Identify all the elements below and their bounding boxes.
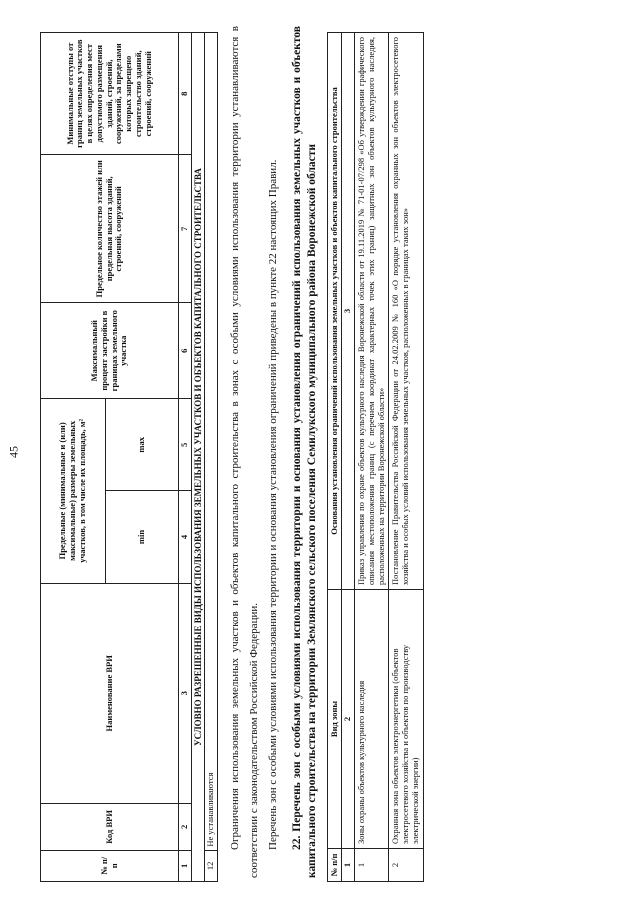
col-number: 2 xyxy=(179,804,192,851)
section-22-heading: 22. Перечень зон с особыми условиями использования территории и основания установления ограничений использования земельных участков и объектов капитального строительства на территории Землянского сельского поселения Семилукского муниципального района Воронежской области xyxy=(290,26,319,878)
col-header-num: № п/п xyxy=(41,850,179,881)
col-header-basis: Основания установления ограничений использования земельных участков и объектов капитального строительства xyxy=(327,33,342,590)
table-row xyxy=(389,33,423,882)
col-number: 3 xyxy=(179,583,192,804)
col-number: 8 xyxy=(179,33,192,155)
col-header-setbacks: Минимальные отступы от границ земельных участков в целях определения мест допустимого размещения зданий, строений, сооружений, за пределами которых запрещено строительство зданий, строений, сооружений xyxy=(41,33,179,155)
col-header-percent: Максимальный процент застройки в границах земельного участка xyxy=(41,303,179,399)
row-number: 12 xyxy=(205,850,218,881)
col-number: 1 xyxy=(179,850,192,881)
table-row xyxy=(355,33,389,882)
col-number: 6 xyxy=(179,303,192,399)
row-text: Не устанавливаются xyxy=(205,33,218,851)
col-header-max: max xyxy=(106,399,179,491)
col-number: 4 xyxy=(179,491,192,583)
col-header-sizes: Предельные (минимальные и (или) максимальные) размеры земельных участков, в том числе их площадь, м² xyxy=(41,399,106,583)
column-numbers-row xyxy=(179,33,192,882)
zone-basis: Постановление Правительства Российской Федерации от 24.02.2009 № 160 «О порядке установления охранных зон объектов электросетевого хозяйства и особых условий использования земельных участков, расположенных в границах таких зон» xyxy=(389,33,423,590)
restrictions-paragraph: Ограничения использования земельных участков и объектов капитального строительства в зонах с особыми условиями использования территории устанавливаются в соответствии с законодательством Российской Федерации. xyxy=(228,26,261,878)
section-title: УСЛОВНО РАЗРЕШЕННЫЕ ВИДЫ ИСПОЛЬЗОВАНИЯ ЗЕМЕЛЬНЫХ УЧАСТКОВ И ОБЪЕКТОВ КАПИТАЛЬНОГО СТРОИТЕЛЬСТВА xyxy=(191,33,204,882)
col-number: 5 xyxy=(179,399,192,491)
zone-type: Зоны охраны объектов культурного наследия xyxy=(355,590,389,849)
page-number: 45 xyxy=(6,446,21,458)
zone-basis: Приказ управления по охране объектов культурного наследия Воронежской области от 19.11.2019 № 71-01-07/298 «Об утверждении графического описания местоположения границ (с перечнем координат характерных точек этих границ) защитных зон объектов культурного наследия, расположенных на территории Воронежской области» xyxy=(355,33,389,590)
col-header-code: Код ВРИ xyxy=(41,804,179,851)
row-number: 1 xyxy=(355,849,389,882)
col-number: 3 xyxy=(342,33,355,590)
col-number: 2 xyxy=(342,590,355,849)
col-number: 1 xyxy=(342,849,355,882)
zone-type: Охранная зона объектов электроэнергетики (объектов электросетевого хозяйства и объектов по производству электрической энергии) xyxy=(389,590,423,849)
allowed-use-table xyxy=(40,32,218,882)
list-reference-paragraph: Перечень зон с особыми условиями использования территории и основания установления ограничений приведены в пункте 22 настоящих Правил. xyxy=(267,159,280,850)
col-header-min: min xyxy=(106,491,179,583)
col-number: 7 xyxy=(179,155,192,303)
col-header-num: № п/п xyxy=(327,849,342,882)
col-header-floors: Предельное количество этажей или предельная высота зданий, строений, сооружений xyxy=(41,155,179,303)
col-header-name: Наименование ВРИ xyxy=(41,583,179,804)
column-numbers-row xyxy=(342,33,355,882)
row-number: 2 xyxy=(389,849,423,882)
col-header-zone-type: Вид зоны xyxy=(327,590,342,849)
zones-table xyxy=(327,32,424,882)
rotated-page-content xyxy=(40,22,600,882)
